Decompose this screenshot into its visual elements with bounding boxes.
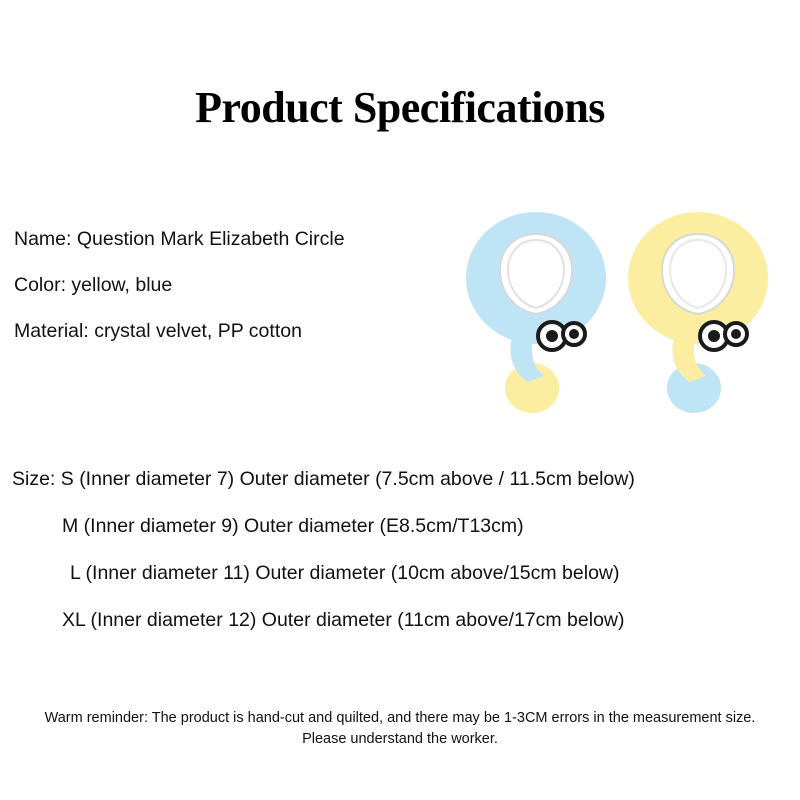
spec-name: Name: Question Mark Elizabeth Circle [14, 228, 345, 250]
page-title: Product Specifications [195, 83, 605, 132]
size-list [12, 468, 792, 656]
size-row-m: M (Inner diameter 9) Outer diameter (E8.5cm/T13cm) [62, 515, 524, 537]
yellow-question-mark-plush [628, 212, 768, 413]
product-illustration [440, 200, 790, 420]
size-row-xl: XL (Inner diameter 12) Outer diameter (11cm above/17cm below) [62, 609, 625, 631]
size-row-l: L (Inner diameter 11) Outer diameter (10cm above/15cm below) [70, 562, 620, 584]
spec-color: Color: yellow, blue [14, 274, 173, 296]
spec-list [14, 228, 444, 366]
blue-question-mark-plush [466, 212, 606, 413]
spec-material: Material: crystal velvet, PP cotton [14, 320, 302, 342]
size-row-s: Size: S (Inner diameter 7) Outer diameter (7.5cm above / 11.5cm below) [12, 468, 635, 490]
warm-reminder-note: Warm reminder: The product is hand-cut and quilted, and there may be 1-3CM errors in the measurement size. Please understand the worker. [44, 710, 756, 747]
